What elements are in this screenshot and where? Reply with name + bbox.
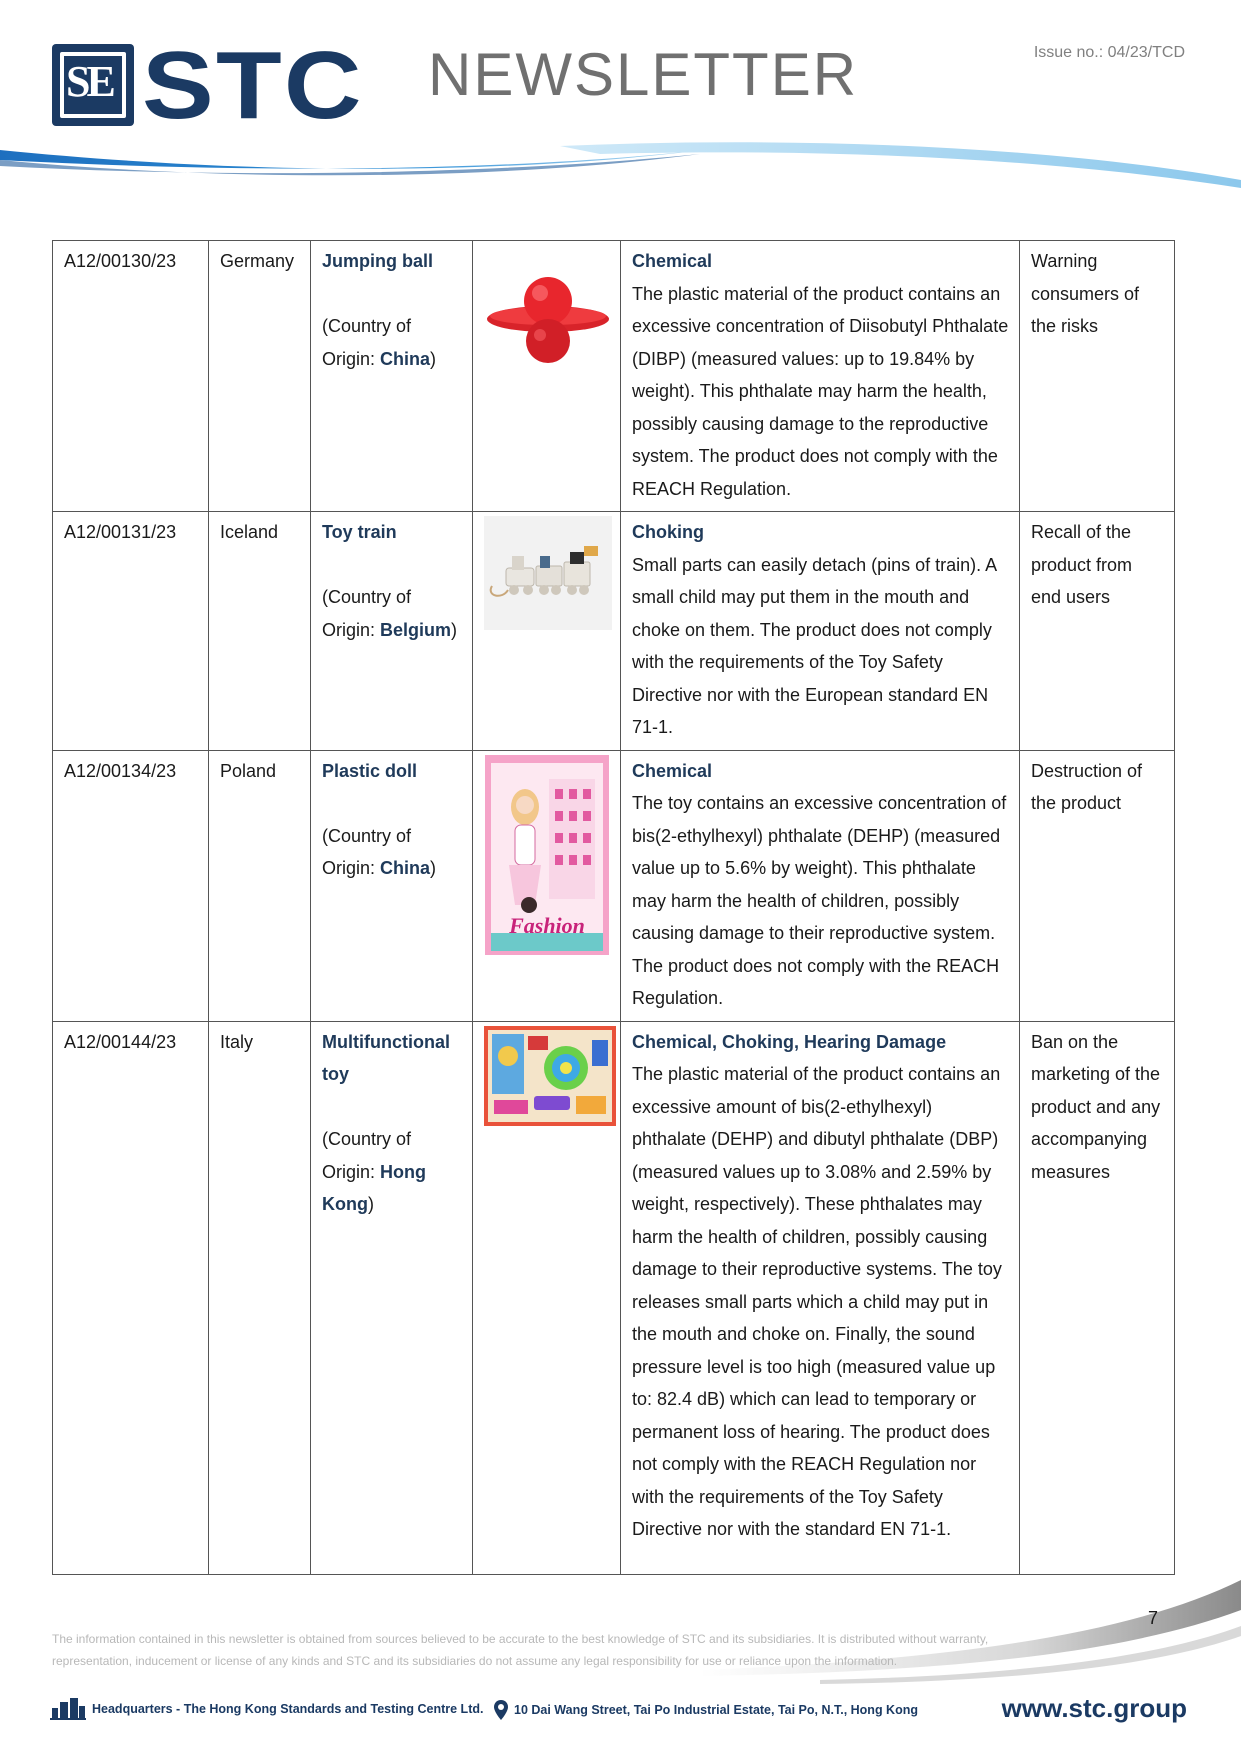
- table-row: [53, 750, 1175, 1021]
- measure-cell: Warning consumers of the risks: [1020, 241, 1175, 512]
- product-image-cell: [473, 750, 621, 1021]
- stc-logo-mark-icon: SE: [52, 44, 134, 126]
- product-cell: [311, 241, 473, 512]
- measure-cell: Ban on the marketing of the product and any accompanying measures: [1020, 1021, 1175, 1574]
- red-jumping-ball-image: [484, 275, 612, 375]
- disclaimer-text: The information contained in this newsletter is obtained from sources believed to be accurate to the best knowledge of STC and its subsidiaries. It is distributed without warranty, representation, inducement or license of any kinds and STC and its subsidiaries do not assume any legal responsibility for use or reliance upon the information.: [52, 1632, 989, 1668]
- table-row: [53, 512, 1175, 751]
- building-icon: [50, 1698, 86, 1720]
- country-of-origin: (Country of Origin: Belgium): [322, 587, 458, 640]
- risk-type: Chemical: [632, 251, 713, 271]
- product-name: Toy train: [322, 522, 397, 542]
- risk-description: Small parts can easily detach (pins of train). A small child may put them in the mouth and choke on them. The product does not comply with the requirements of the Toy Safety Directive nor with the European standard EN 71-1.: [632, 554, 997, 737]
- country-cell: Poland: [209, 750, 311, 1021]
- product-name: Plastic doll: [322, 760, 418, 781]
- country-of-origin: (Country of Origin: China): [322, 316, 437, 369]
- product-name: Multifunctional toy: [322, 1031, 450, 1084]
- risk-description: The toy contains an excessive concentration of bis(2-ethylhexyl) phthalate (DEHP) (measured value up to 5.6% by weight). This phthalate may harm the health of children, possibly causing damage to their reproductive system. The product does not comply with the REACH Regulation.: [632, 793, 1007, 1008]
- product-cell: [311, 1021, 473, 1574]
- reference-cell: A12/00130/23: [53, 241, 209, 512]
- country-of-origin: (Country of Origin: China): [322, 825, 437, 878]
- country-of-origin: (Country of Origin: Hong Kong): [322, 1129, 427, 1214]
- page-number: 7: [1147, 1608, 1158, 1628]
- header-swoosh-icon: [0, 140, 1241, 200]
- location-pin-icon: [494, 1700, 508, 1720]
- reference-cell: A12/00131/23: [53, 512, 209, 751]
- risk-cell: [621, 750, 1020, 1021]
- product-cell: [311, 512, 473, 751]
- address-text: 10 Dai Wang Street, Tai Po Industrial Estate, Tai Po, N.T., Hong Kong: [514, 1703, 918, 1717]
- boxed-multifunctional-toy-image: [484, 1026, 616, 1126]
- wooden-toy-train-image: [484, 516, 612, 630]
- reference-cell: A12/00134/23: [53, 750, 209, 1021]
- risk-cell: [621, 512, 1020, 751]
- risk-cell: [621, 241, 1020, 512]
- product-image-cell: [473, 512, 621, 751]
- boxed-fashion-doll-image: [485, 755, 609, 955]
- risk-type: Chemical: [632, 760, 713, 781]
- recall-table: [52, 240, 1175, 1575]
- risk-description: The plastic material of the product contains an excessive concentration of Diisobutyl Phthalate (DIBP) (measured values: up to 19.84% by weight). This phthalate may harm the health, possibly causing damage to the reproductive system. The product does not comply with the REACH Regulation.: [632, 283, 1009, 499]
- product-image-cell: [473, 241, 621, 512]
- table-row: [53, 241, 1175, 512]
- product-name: Jumping ball: [322, 251, 434, 271]
- risk-description: The plastic material of the product contains an excessive amount of bis(2-ethylhexyl) phthalate (DEHP) and dibutyl phthalate (DBP)(measured values up to 3.08% and 2.59% by weight, respectively). These phthalates may harm the health of children, possibly causing damage to their reproductive systems. The toy releases small parts which a child may put in the mouth and choke on. Finally, the sound pressure level is too high (measured value up to: 82.4 dB) which can lead to temporary or permanent loss of hearing. The product does not comply with the REACH Regulation nor with the requirements of the Toy Safety Directive nor with the standard EN 71-1.: [632, 1064, 1002, 1539]
- table-row: [53, 1021, 1175, 1574]
- country-cell: Germany: [209, 241, 311, 512]
- measure-cell: Recall of the product from end users: [1020, 512, 1175, 751]
- measure-cell: Destruction of the product: [1020, 750, 1175, 1021]
- headquarters: [50, 1698, 483, 1720]
- reference-cell: A12/00144/23: [53, 1021, 209, 1574]
- risk-type: Chemical, Choking, Hearing Damage: [632, 1031, 947, 1052]
- risk-type: Choking: [632, 522, 704, 542]
- website-link[interactable]: www.stc.group: [1001, 1693, 1187, 1723]
- stc-logo: [52, 32, 364, 139]
- stc-logo-text: STC: [142, 32, 364, 139]
- country-cell: Iceland: [209, 512, 311, 751]
- product-image-cell: [473, 1021, 621, 1574]
- address: [494, 1700, 918, 1720]
- headquarters-text: Headquarters - The Hong Kong Standards and Testing Centre Ltd.: [92, 1702, 484, 1716]
- issue-number: Issue no.: 04/23/TCD: [1033, 44, 1185, 61]
- newsletter-title: NEWSLETTER: [428, 41, 859, 108]
- country-cell: Italy: [209, 1021, 311, 1574]
- svg-text:Fashion: Fashion: [509, 912, 585, 938]
- product-cell: [311, 750, 473, 1021]
- risk-cell: [621, 1021, 1020, 1574]
